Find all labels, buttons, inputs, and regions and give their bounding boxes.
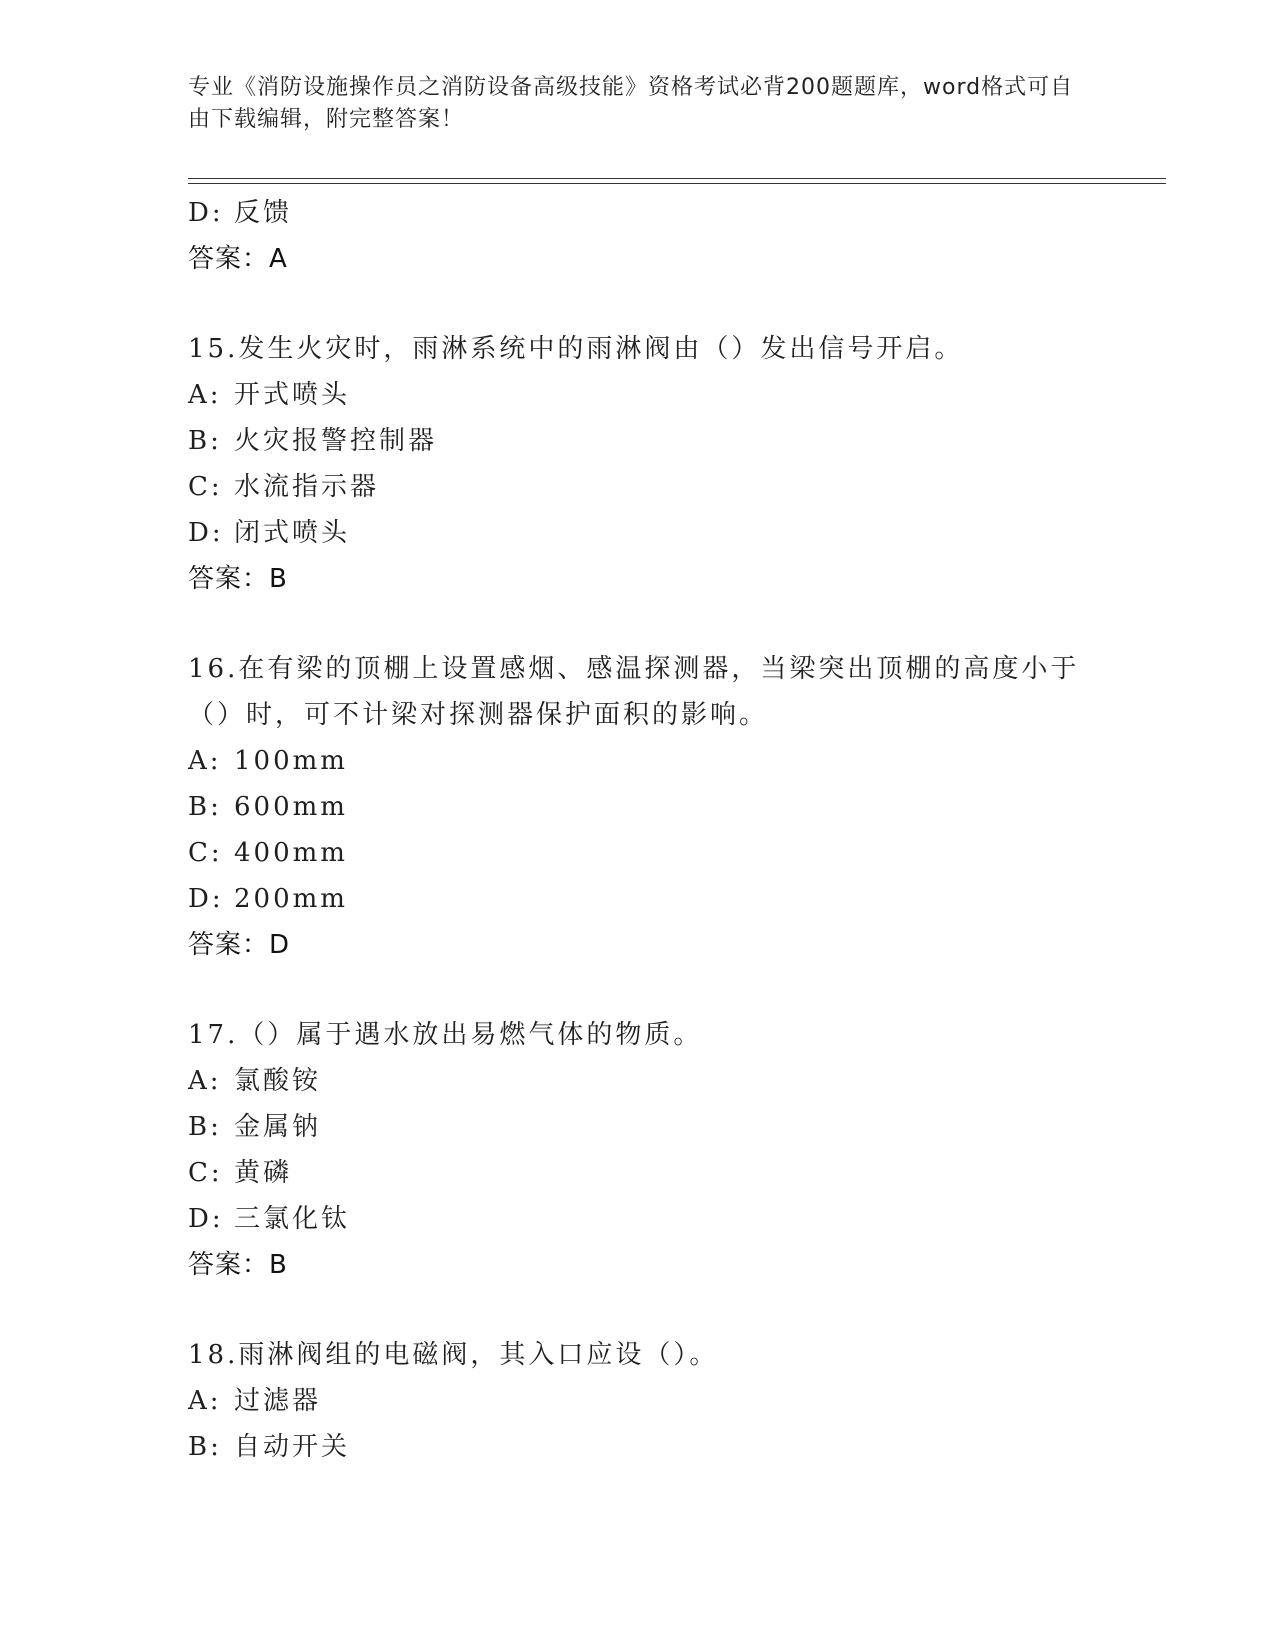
option-b bbox=[188, 1424, 1088, 1470]
option-letter: A: bbox=[188, 746, 222, 776]
option-d bbox=[188, 510, 1088, 556]
spacer bbox=[188, 282, 1088, 326]
spacer bbox=[188, 602, 1088, 646]
option-text: 反馈 bbox=[234, 198, 293, 228]
spacer bbox=[188, 968, 1088, 1012]
option-letter: D: bbox=[188, 518, 224, 548]
answer-line: 答案：D bbox=[188, 930, 291, 960]
option-text: 火灾报警控制器 bbox=[234, 426, 438, 456]
document-header: 专业《消防设施操作员之消防设备高级技能》资格考试必背200题题库，word格式可自由下载编辑，附完整答案！ bbox=[188, 75, 1074, 132]
option-a bbox=[188, 1058, 1088, 1104]
option-letter: C: bbox=[188, 1158, 223, 1188]
option-b bbox=[188, 784, 1088, 830]
option-letter: C: bbox=[188, 472, 223, 502]
option-c bbox=[188, 830, 1088, 876]
question-list bbox=[188, 190, 1088, 1470]
spacer bbox=[188, 1288, 1088, 1332]
option-text: 自动开关 bbox=[234, 1432, 351, 1462]
option-text: 200mm bbox=[234, 884, 348, 914]
question-stem: 17.（）属于遇水放出易燃气体的物质。 bbox=[188, 1020, 703, 1050]
option-letter: A: bbox=[188, 380, 222, 410]
option-text: 600mm bbox=[234, 792, 348, 822]
question-stem: 18.雨淋阀组的电磁阀，其入口应设（）。 bbox=[188, 1340, 719, 1370]
option-letter: B: bbox=[188, 792, 222, 822]
option-letter: A: bbox=[188, 1386, 222, 1416]
option-letter: C: bbox=[188, 838, 223, 868]
header-rule-bottom bbox=[188, 183, 1166, 184]
question-stem-line-1: 16.在有梁的顶棚上设置感烟、感温探测器，当梁突出顶棚的高度小于 bbox=[188, 654, 1080, 684]
option-text: 三氯化钛 bbox=[234, 1204, 351, 1234]
answer-line: 答案：A bbox=[188, 244, 288, 274]
header-rule-top bbox=[188, 178, 1166, 179]
answer-line: 答案：B bbox=[188, 564, 288, 594]
option-text: 黄磷 bbox=[234, 1158, 293, 1188]
option-letter: B: bbox=[188, 1432, 222, 1462]
option-text: 开式喷头 bbox=[234, 380, 351, 410]
option-text: 氯酸铵 bbox=[234, 1066, 322, 1096]
option-text: 400mm bbox=[234, 838, 348, 868]
question-stem-line-2: （）时，可不计梁对探测器保护面积的影响。 bbox=[188, 700, 769, 730]
question-stem: 15.发生火灾时，雨淋系统中的雨淋阀由（）发出信号开启。 bbox=[188, 334, 964, 364]
option-d bbox=[188, 190, 1088, 236]
option-d bbox=[188, 1196, 1088, 1242]
option-d bbox=[188, 876, 1088, 922]
option-a bbox=[188, 1378, 1088, 1424]
option-text: 闭式喷头 bbox=[234, 518, 351, 548]
option-a bbox=[188, 372, 1088, 418]
option-text: 100mm bbox=[234, 746, 348, 776]
option-b bbox=[188, 418, 1088, 464]
option-text: 过滤器 bbox=[234, 1386, 322, 1416]
option-text: 金属钠 bbox=[234, 1112, 322, 1142]
option-letter: B: bbox=[188, 426, 222, 456]
option-a bbox=[188, 738, 1088, 784]
option-letter: A: bbox=[188, 1066, 222, 1096]
option-c bbox=[188, 1150, 1088, 1196]
answer-line: 答案：B bbox=[188, 1250, 288, 1280]
option-b bbox=[188, 1104, 1088, 1150]
option-text: 水流指示器 bbox=[234, 472, 380, 502]
option-letter: D: bbox=[188, 198, 224, 228]
option-letter: B: bbox=[188, 1112, 222, 1142]
option-c bbox=[188, 464, 1088, 510]
option-letter: D: bbox=[188, 884, 224, 914]
option-letter: D: bbox=[188, 1204, 224, 1234]
